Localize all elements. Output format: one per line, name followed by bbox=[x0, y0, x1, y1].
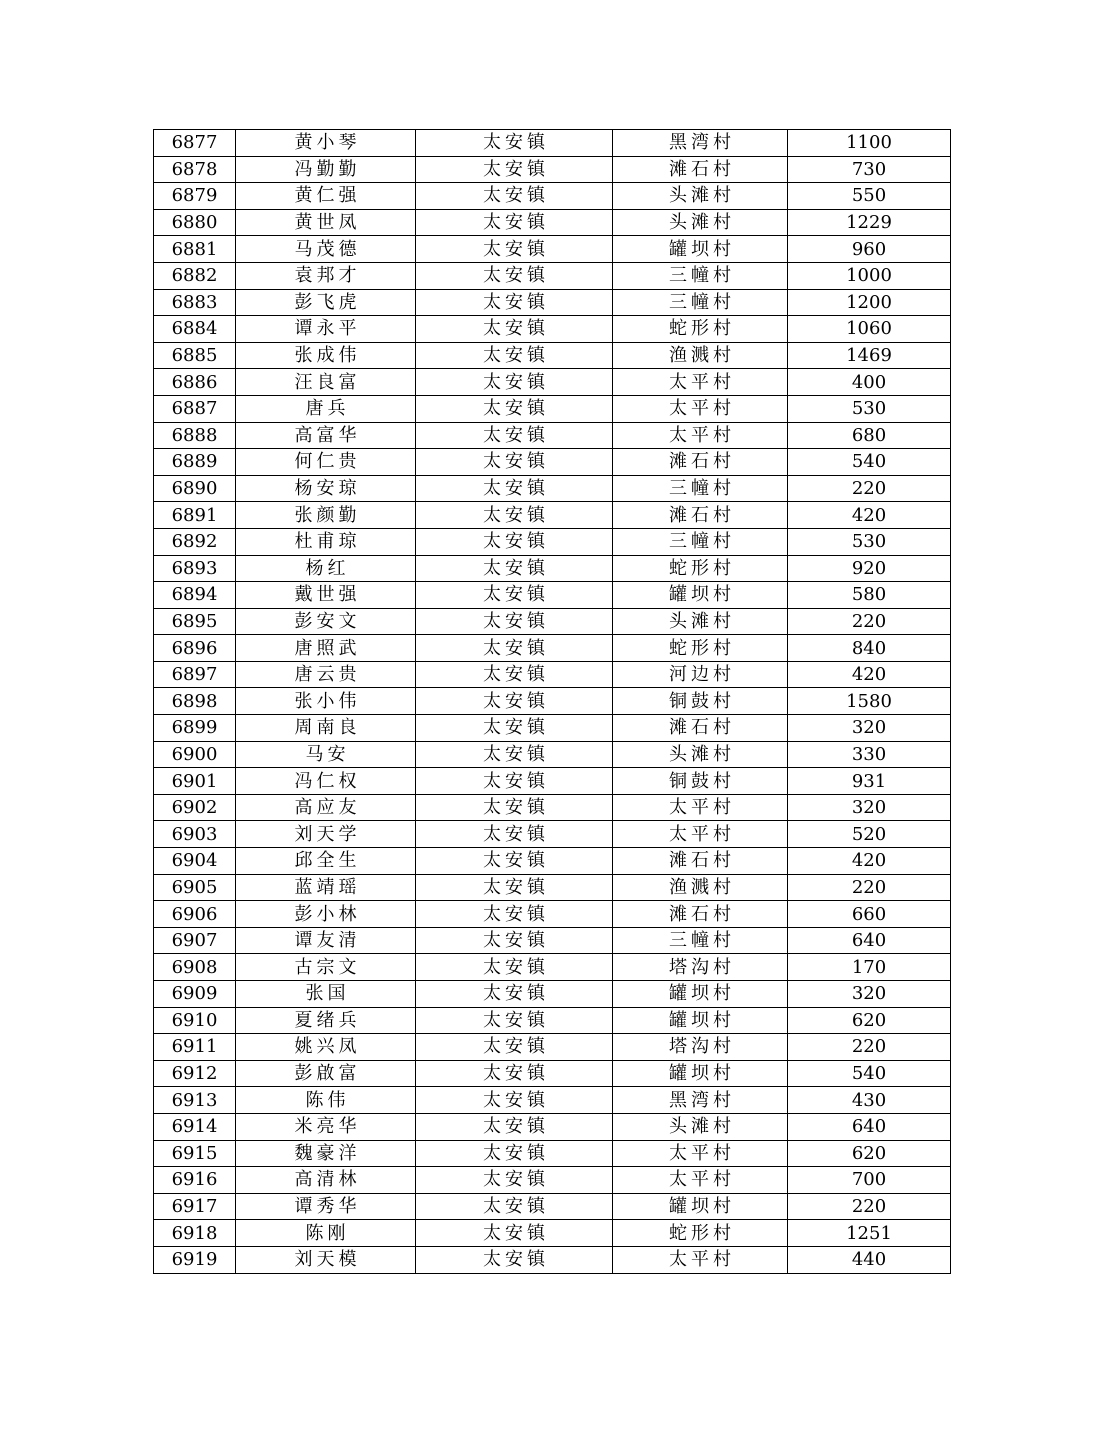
name-cell: 张国 bbox=[236, 981, 416, 1008]
village-cell: 罐坝村 bbox=[613, 582, 788, 609]
name-cell: 张颜勤 bbox=[236, 502, 416, 529]
village-cell: 罐坝村 bbox=[613, 1060, 788, 1087]
town-cell: 太安镇 bbox=[416, 1246, 613, 1273]
village-cell: 三幢村 bbox=[613, 528, 788, 555]
row-id-cell: 6885 bbox=[154, 342, 236, 369]
row-id-cell: 6915 bbox=[154, 1140, 236, 1167]
table-row bbox=[154, 1113, 951, 1140]
amount-cell: 530 bbox=[788, 528, 951, 555]
amount-cell: 320 bbox=[788, 715, 951, 742]
name-cell: 张成伟 bbox=[236, 342, 416, 369]
town-cell: 太安镇 bbox=[416, 316, 613, 343]
row-id-cell: 6892 bbox=[154, 528, 236, 555]
amount-cell: 1000 bbox=[788, 262, 951, 289]
row-id-cell: 6910 bbox=[154, 1007, 236, 1034]
name-cell: 陈伟 bbox=[236, 1087, 416, 1114]
name-cell: 谭秀华 bbox=[236, 1193, 416, 1220]
village-cell: 太平村 bbox=[613, 794, 788, 821]
town-cell: 太安镇 bbox=[416, 794, 613, 821]
row-id-cell: 6909 bbox=[154, 981, 236, 1008]
name-cell: 张小伟 bbox=[236, 688, 416, 715]
row-id-cell: 6899 bbox=[154, 715, 236, 742]
village-cell: 太平村 bbox=[613, 369, 788, 396]
row-id-cell: 6897 bbox=[154, 661, 236, 688]
name-cell: 谭永平 bbox=[236, 316, 416, 343]
name-cell: 戴世强 bbox=[236, 582, 416, 609]
village-cell: 河边村 bbox=[613, 661, 788, 688]
table-row bbox=[154, 954, 951, 981]
row-id-cell: 6891 bbox=[154, 502, 236, 529]
table-row bbox=[154, 1246, 951, 1273]
village-cell: 罐坝村 bbox=[613, 1007, 788, 1034]
amount-cell: 220 bbox=[788, 1193, 951, 1220]
amount-cell: 680 bbox=[788, 422, 951, 449]
name-cell: 黄仁强 bbox=[236, 183, 416, 210]
amount-cell: 640 bbox=[788, 1113, 951, 1140]
table-row bbox=[154, 1220, 951, 1247]
village-cell: 蛇形村 bbox=[613, 316, 788, 343]
town-cell: 太安镇 bbox=[416, 289, 613, 316]
town-cell: 太安镇 bbox=[416, 502, 613, 529]
table-row bbox=[154, 608, 951, 635]
village-cell: 塔沟村 bbox=[613, 954, 788, 981]
village-cell: 三幢村 bbox=[613, 927, 788, 954]
amount-cell: 640 bbox=[788, 927, 951, 954]
row-id-cell: 6903 bbox=[154, 821, 236, 848]
row-id-cell: 6878 bbox=[154, 156, 236, 183]
village-cell: 蛇形村 bbox=[613, 635, 788, 662]
row-id-cell: 6901 bbox=[154, 768, 236, 795]
table-row bbox=[154, 475, 951, 502]
amount-cell: 400 bbox=[788, 369, 951, 396]
table-row bbox=[154, 183, 951, 210]
amount-cell: 540 bbox=[788, 449, 951, 476]
town-cell: 太安镇 bbox=[416, 555, 613, 582]
name-cell: 夏绪兵 bbox=[236, 1007, 416, 1034]
amount-cell: 730 bbox=[788, 156, 951, 183]
records-table-body bbox=[154, 130, 951, 1274]
village-cell: 滩石村 bbox=[613, 901, 788, 928]
town-cell: 太安镇 bbox=[416, 1034, 613, 1061]
town-cell: 太安镇 bbox=[416, 901, 613, 928]
name-cell: 马安 bbox=[236, 741, 416, 768]
row-id-cell: 6886 bbox=[154, 369, 236, 396]
village-cell: 塔沟村 bbox=[613, 1034, 788, 1061]
amount-cell: 920 bbox=[788, 555, 951, 582]
name-cell: 彭飞虎 bbox=[236, 289, 416, 316]
row-id-cell: 6917 bbox=[154, 1193, 236, 1220]
village-cell: 头滩村 bbox=[613, 183, 788, 210]
town-cell: 太安镇 bbox=[416, 130, 613, 157]
town-cell: 太安镇 bbox=[416, 582, 613, 609]
amount-cell: 320 bbox=[788, 794, 951, 821]
amount-cell: 170 bbox=[788, 954, 951, 981]
table-row bbox=[154, 156, 951, 183]
amount-cell: 1100 bbox=[788, 130, 951, 157]
town-cell: 太安镇 bbox=[416, 262, 613, 289]
table-row bbox=[154, 1087, 951, 1114]
row-id-cell: 6882 bbox=[154, 262, 236, 289]
row-id-cell: 6887 bbox=[154, 395, 236, 422]
town-cell: 太安镇 bbox=[416, 954, 613, 981]
amount-cell: 580 bbox=[788, 582, 951, 609]
town-cell: 太安镇 bbox=[416, 156, 613, 183]
town-cell: 太安镇 bbox=[416, 422, 613, 449]
amount-cell: 220 bbox=[788, 608, 951, 635]
village-cell: 三幢村 bbox=[613, 475, 788, 502]
village-cell: 渔溅村 bbox=[613, 874, 788, 901]
amount-cell: 220 bbox=[788, 874, 951, 901]
town-cell: 太安镇 bbox=[416, 449, 613, 476]
amount-cell: 320 bbox=[788, 981, 951, 1008]
village-cell: 太平村 bbox=[613, 1246, 788, 1273]
name-cell: 何仁贵 bbox=[236, 449, 416, 476]
village-cell: 黑湾村 bbox=[613, 130, 788, 157]
town-cell: 太安镇 bbox=[416, 927, 613, 954]
amount-cell: 1580 bbox=[788, 688, 951, 715]
row-id-cell: 6898 bbox=[154, 688, 236, 715]
village-cell: 太平村 bbox=[613, 821, 788, 848]
town-cell: 太安镇 bbox=[416, 608, 613, 635]
name-cell: 刘天学 bbox=[236, 821, 416, 848]
amount-cell: 960 bbox=[788, 236, 951, 263]
amount-cell: 540 bbox=[788, 1060, 951, 1087]
row-id-cell: 6918 bbox=[154, 1220, 236, 1247]
table-row bbox=[154, 555, 951, 582]
town-cell: 太安镇 bbox=[416, 821, 613, 848]
name-cell: 高富华 bbox=[236, 422, 416, 449]
town-cell: 太安镇 bbox=[416, 183, 613, 210]
village-cell: 太平村 bbox=[613, 1167, 788, 1194]
town-cell: 太安镇 bbox=[416, 981, 613, 1008]
town-cell: 太安镇 bbox=[416, 209, 613, 236]
name-cell: 彭小林 bbox=[236, 901, 416, 928]
amount-cell: 420 bbox=[788, 502, 951, 529]
town-cell: 太安镇 bbox=[416, 1060, 613, 1087]
amount-cell: 430 bbox=[788, 1087, 951, 1114]
row-id-cell: 6919 bbox=[154, 1246, 236, 1273]
table-row bbox=[154, 422, 951, 449]
table-row bbox=[154, 1140, 951, 1167]
name-cell: 谭友清 bbox=[236, 927, 416, 954]
row-id-cell: 6895 bbox=[154, 608, 236, 635]
village-cell: 黑湾村 bbox=[613, 1087, 788, 1114]
village-cell: 头滩村 bbox=[613, 608, 788, 635]
town-cell: 太安镇 bbox=[416, 768, 613, 795]
village-cell: 头滩村 bbox=[613, 741, 788, 768]
village-cell: 蛇形村 bbox=[613, 555, 788, 582]
name-cell: 杜甫琼 bbox=[236, 528, 416, 555]
table-row bbox=[154, 635, 951, 662]
town-cell: 太安镇 bbox=[416, 1140, 613, 1167]
town-cell: 太安镇 bbox=[416, 342, 613, 369]
name-cell: 高应友 bbox=[236, 794, 416, 821]
row-id-cell: 6902 bbox=[154, 794, 236, 821]
name-cell: 黄小琴 bbox=[236, 130, 416, 157]
row-id-cell: 6888 bbox=[154, 422, 236, 449]
row-id-cell: 6908 bbox=[154, 954, 236, 981]
amount-cell: 1251 bbox=[788, 1220, 951, 1247]
table-row bbox=[154, 768, 951, 795]
table-row bbox=[154, 369, 951, 396]
amount-cell: 440 bbox=[788, 1246, 951, 1273]
amount-cell: 1060 bbox=[788, 316, 951, 343]
name-cell: 魏豪洋 bbox=[236, 1140, 416, 1167]
amount-cell: 520 bbox=[788, 821, 951, 848]
name-cell: 冯勤勤 bbox=[236, 156, 416, 183]
amount-cell: 1469 bbox=[788, 342, 951, 369]
table-row bbox=[154, 1167, 951, 1194]
row-id-cell: 6905 bbox=[154, 874, 236, 901]
village-cell: 滩石村 bbox=[613, 156, 788, 183]
name-cell: 冯仁权 bbox=[236, 768, 416, 795]
table-row bbox=[154, 848, 951, 875]
village-cell: 头滩村 bbox=[613, 209, 788, 236]
row-id-cell: 6894 bbox=[154, 582, 236, 609]
town-cell: 太安镇 bbox=[416, 1220, 613, 1247]
row-id-cell: 6881 bbox=[154, 236, 236, 263]
table-row bbox=[154, 1193, 951, 1220]
village-cell: 头滩村 bbox=[613, 1113, 788, 1140]
amount-cell: 420 bbox=[788, 661, 951, 688]
table-row bbox=[154, 130, 951, 157]
row-id-cell: 6884 bbox=[154, 316, 236, 343]
amount-cell: 620 bbox=[788, 1140, 951, 1167]
amount-cell: 420 bbox=[788, 848, 951, 875]
name-cell: 唐照武 bbox=[236, 635, 416, 662]
row-id-cell: 6893 bbox=[154, 555, 236, 582]
table-row bbox=[154, 901, 951, 928]
row-id-cell: 6889 bbox=[154, 449, 236, 476]
table-row bbox=[154, 395, 951, 422]
village-cell: 滩石村 bbox=[613, 715, 788, 742]
amount-cell: 620 bbox=[788, 1007, 951, 1034]
table-row bbox=[154, 528, 951, 555]
amount-cell: 660 bbox=[788, 901, 951, 928]
village-cell: 太平村 bbox=[613, 1140, 788, 1167]
row-id-cell: 6916 bbox=[154, 1167, 236, 1194]
name-cell: 刘天模 bbox=[236, 1246, 416, 1273]
table-row bbox=[154, 1007, 951, 1034]
name-cell: 高清林 bbox=[236, 1167, 416, 1194]
town-cell: 太安镇 bbox=[416, 1193, 613, 1220]
row-id-cell: 6883 bbox=[154, 289, 236, 316]
name-cell: 彭安文 bbox=[236, 608, 416, 635]
amount-cell: 840 bbox=[788, 635, 951, 662]
table-row bbox=[154, 741, 951, 768]
table-row bbox=[154, 981, 951, 1008]
row-id-cell: 6914 bbox=[154, 1113, 236, 1140]
table-row bbox=[154, 502, 951, 529]
name-cell: 杨红 bbox=[236, 555, 416, 582]
village-cell: 滩石村 bbox=[613, 449, 788, 476]
table-row bbox=[154, 821, 951, 848]
village-cell: 渔溅村 bbox=[613, 342, 788, 369]
town-cell: 太安镇 bbox=[416, 236, 613, 263]
table-row bbox=[154, 342, 951, 369]
table-row bbox=[154, 927, 951, 954]
town-cell: 太安镇 bbox=[416, 1113, 613, 1140]
table-row bbox=[154, 262, 951, 289]
village-cell: 三幢村 bbox=[613, 262, 788, 289]
name-cell: 姚兴凤 bbox=[236, 1034, 416, 1061]
village-cell: 罐坝村 bbox=[613, 981, 788, 1008]
name-cell: 袁邦才 bbox=[236, 262, 416, 289]
name-cell: 杨安琼 bbox=[236, 475, 416, 502]
town-cell: 太安镇 bbox=[416, 715, 613, 742]
table-row bbox=[154, 289, 951, 316]
table-row bbox=[154, 688, 951, 715]
table-row bbox=[154, 582, 951, 609]
name-cell: 米亮华 bbox=[236, 1113, 416, 1140]
amount-cell: 550 bbox=[788, 183, 951, 210]
row-id-cell: 6912 bbox=[154, 1060, 236, 1087]
records-table bbox=[153, 129, 951, 1274]
name-cell: 马茂德 bbox=[236, 236, 416, 263]
table-row bbox=[154, 874, 951, 901]
amount-cell: 931 bbox=[788, 768, 951, 795]
town-cell: 太安镇 bbox=[416, 475, 613, 502]
town-cell: 太安镇 bbox=[416, 369, 613, 396]
name-cell: 蓝靖瑶 bbox=[236, 874, 416, 901]
town-cell: 太安镇 bbox=[416, 528, 613, 555]
town-cell: 太安镇 bbox=[416, 688, 613, 715]
town-cell: 太安镇 bbox=[416, 395, 613, 422]
village-cell: 罐坝村 bbox=[613, 236, 788, 263]
amount-cell: 220 bbox=[788, 475, 951, 502]
row-id-cell: 6879 bbox=[154, 183, 236, 210]
table-row bbox=[154, 794, 951, 821]
town-cell: 太安镇 bbox=[416, 1087, 613, 1114]
row-id-cell: 6896 bbox=[154, 635, 236, 662]
name-cell: 邱全生 bbox=[236, 848, 416, 875]
table-row bbox=[154, 236, 951, 263]
amount-cell: 700 bbox=[788, 1167, 951, 1194]
row-id-cell: 6890 bbox=[154, 475, 236, 502]
row-id-cell: 6880 bbox=[154, 209, 236, 236]
village-cell: 太平村 bbox=[613, 422, 788, 449]
name-cell: 唐云贵 bbox=[236, 661, 416, 688]
village-cell: 铜鼓村 bbox=[613, 768, 788, 795]
row-id-cell: 6906 bbox=[154, 901, 236, 928]
name-cell: 黄世凤 bbox=[236, 209, 416, 236]
table-row bbox=[154, 1034, 951, 1061]
village-cell: 罐坝村 bbox=[613, 1193, 788, 1220]
row-id-cell: 6900 bbox=[154, 741, 236, 768]
village-cell: 太平村 bbox=[613, 395, 788, 422]
table-row bbox=[154, 449, 951, 476]
town-cell: 太安镇 bbox=[416, 874, 613, 901]
town-cell: 太安镇 bbox=[416, 661, 613, 688]
village-cell: 蛇形村 bbox=[613, 1220, 788, 1247]
name-cell: 古宗文 bbox=[236, 954, 416, 981]
amount-cell: 330 bbox=[788, 741, 951, 768]
town-cell: 太安镇 bbox=[416, 1007, 613, 1034]
town-cell: 太安镇 bbox=[416, 741, 613, 768]
amount-cell: 530 bbox=[788, 395, 951, 422]
row-id-cell: 6913 bbox=[154, 1087, 236, 1114]
row-id-cell: 6911 bbox=[154, 1034, 236, 1061]
table-row bbox=[154, 661, 951, 688]
name-cell: 周南良 bbox=[236, 715, 416, 742]
name-cell: 陈刚 bbox=[236, 1220, 416, 1247]
village-cell: 三幢村 bbox=[613, 289, 788, 316]
table-row bbox=[154, 715, 951, 742]
town-cell: 太安镇 bbox=[416, 635, 613, 662]
amount-cell: 1229 bbox=[788, 209, 951, 236]
row-id-cell: 6877 bbox=[154, 130, 236, 157]
name-cell: 唐兵 bbox=[236, 395, 416, 422]
village-cell: 滩石村 bbox=[613, 502, 788, 529]
table-row bbox=[154, 209, 951, 236]
name-cell: 彭啟富 bbox=[236, 1060, 416, 1087]
name-cell: 汪良富 bbox=[236, 369, 416, 396]
town-cell: 太安镇 bbox=[416, 1167, 613, 1194]
table-row bbox=[154, 1060, 951, 1087]
amount-cell: 1200 bbox=[788, 289, 951, 316]
row-id-cell: 6907 bbox=[154, 927, 236, 954]
village-cell: 铜鼓村 bbox=[613, 688, 788, 715]
village-cell: 滩石村 bbox=[613, 848, 788, 875]
amount-cell: 220 bbox=[788, 1034, 951, 1061]
town-cell: 太安镇 bbox=[416, 848, 613, 875]
row-id-cell: 6904 bbox=[154, 848, 236, 875]
table-row bbox=[154, 316, 951, 343]
